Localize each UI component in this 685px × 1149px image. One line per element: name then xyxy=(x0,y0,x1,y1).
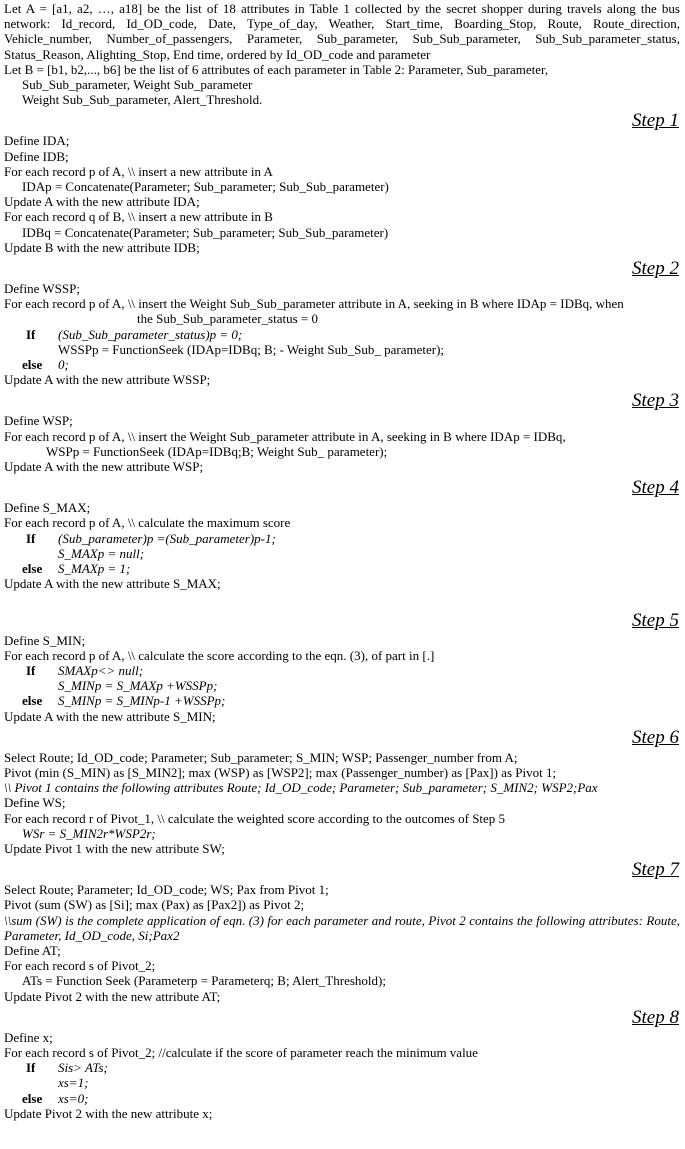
step6-line: Define WS; xyxy=(4,795,66,811)
step4-line: Update A with the new attribute S_MAX; xyxy=(4,576,221,592)
step2-else-value: 0; xyxy=(58,357,69,373)
step7-line: Select Route; Parameter; Id_OD_code; WS; Pax from Pivot 1; xyxy=(4,882,329,898)
step8-line: Update Pivot 2 with the new attribute x; xyxy=(4,1105,213,1121)
step-4-heading: Step 4 xyxy=(632,477,679,499)
step-3-heading: Step 3 xyxy=(632,390,679,412)
step2-else-row xyxy=(4,357,680,372)
step8-else-row xyxy=(4,1091,680,1106)
step5-line: For each record p of A, \\ calculate the score according to the eqn. (3), of part in [.] xyxy=(4,647,435,663)
step2-line: Define WSSP; xyxy=(4,281,80,297)
step7-line: For each record s of Pivot_2; xyxy=(4,958,156,974)
step7-line: ATs = Function Seek (Parameterp = Parameterq; B; Alert_Threshold); xyxy=(22,973,386,989)
step2-line: the Sub_Sub_parameter_status = 0 xyxy=(137,311,318,327)
step2-if-row xyxy=(4,327,680,342)
intro-let-b-cont: Sub_Sub_parameter, Weight Sub_parameter xyxy=(22,77,253,93)
step-7-heading: Step 7 xyxy=(632,859,679,881)
step2-line: WSSPp = FunctionSeek (IDAp=IDBq; B; - Weight Sub_Sub_ parameter); xyxy=(58,341,445,357)
step5-condition: SMAXp<> null; xyxy=(58,662,144,678)
step1-line: IDBq = Concatenate(Parameter; Sub_parameter; Sub_Sub_parameter) xyxy=(22,224,389,240)
step1-line: For each record p of A, \\ insert a new attribute in A xyxy=(4,163,273,179)
step4-condition: (Sub_parameter)p =(Sub_parameter)p-1; xyxy=(58,530,276,546)
step5-else-row xyxy=(4,693,680,708)
step4-else-value: S_MAXp = 1; xyxy=(58,561,131,577)
step7-comment: \\sum (SW) is the complete application of eqn. (3) for each parameter and route, Pivot 2 contains the following attributes: Route, Parameter, Id_OD_code, Si;Pax2 xyxy=(4,912,680,943)
step5-line: Define S_MIN; xyxy=(4,632,86,648)
if-keyword: If xyxy=(26,662,36,678)
step1-line: IDAp = Concatenate(Parameter; Sub_parameter; Sub_Sub_parameter) xyxy=(22,179,389,195)
step6-line: Update Pivot 1 with the new attribute SW; xyxy=(4,840,225,856)
step7-line: Pivot (sum (SW) as [Si]; max (Pax) as [Pax2]) as Pivot 2; xyxy=(4,897,305,913)
step-8-heading: Step 8 xyxy=(632,1006,679,1028)
step2-line: For each record p of A, \\ insert the Weight Sub_Sub_parameter attribute in A, seeking in B where IDAp = IDBq, when xyxy=(4,296,624,312)
step6-line: \\ Pivot 1 contains the following attributes Route; Id_OD_code; Parameter; Sub_parameter; S_MIN2; WSP2;Pax xyxy=(4,780,598,796)
else-keyword: else xyxy=(22,1090,43,1106)
step2-line: Update A with the new attribute WSSP; xyxy=(4,372,211,388)
step3-line: Define WSP; xyxy=(4,413,73,429)
step1-line: For each record q of B, \\ insert a new attribute in B xyxy=(4,209,273,225)
step8-condition: Sis> ATs; xyxy=(58,1060,108,1076)
if-keyword: If xyxy=(26,326,36,342)
step-5-heading: Step 5 xyxy=(632,609,679,631)
step4-line: Define S_MAX; xyxy=(4,500,91,516)
step4-if-row xyxy=(4,531,680,546)
step8-line: For each record s of Pivot_2; //calculate if the score of parameter reach the minimum value xyxy=(4,1044,478,1060)
step6-line: WSr = S_MIN2r*WSP2r; xyxy=(22,825,156,841)
step5-line: Update A with the new attribute S_MIN; xyxy=(4,708,216,724)
else-keyword: else xyxy=(22,357,43,373)
step7-line: Define AT; xyxy=(4,942,61,958)
step1-line: Define IDB; xyxy=(4,148,69,164)
step2-condition: (Sub_Sub_parameter_status)p = 0; xyxy=(58,326,243,342)
step4-line: For each record p of A, \\ calculate the maximum score xyxy=(4,515,291,531)
step5-if-row xyxy=(4,663,680,678)
step1-line: Define IDA; xyxy=(4,133,70,149)
else-keyword: else xyxy=(22,561,43,577)
intro-let-b: Let B = [b1, b2,..., b6] be the list of 6 attributes of each parameter in Table 2: Parameter, Sub_parameter, xyxy=(4,61,549,77)
spacer xyxy=(4,592,680,607)
if-keyword: If xyxy=(26,530,36,546)
step3-line: For each record p of A, \\ insert the Weight Sub_parameter attribute in A, seeking in B where IDAp = IDBq, xyxy=(4,428,566,444)
else-keyword: else xyxy=(22,693,43,709)
step7-line: Update Pivot 2 with the new attribute AT; xyxy=(4,988,221,1004)
step8-line: Define x; xyxy=(4,1029,53,1045)
step3-line: WSPp = FunctionSeek (IDAp=IDBq;B; Weight Sub_ parameter); xyxy=(46,443,388,459)
step5-line: S_MINp = S_MAXp +WSSPp; xyxy=(58,678,218,694)
intro-let-b-cont2: Weight Sub_Sub_parameter, Alert_Threshold. xyxy=(22,92,263,108)
step3-line: Update A with the new attribute WSP; xyxy=(4,459,204,475)
step-6-heading: Step 6 xyxy=(632,726,679,748)
step-1-heading: Step 1 xyxy=(632,110,679,132)
step6-line: For each record r of Pivot_1, \\ calculate the weighted score according to the outcomes of Step 5 xyxy=(4,810,506,826)
step4-else-row xyxy=(4,561,680,576)
intro-let-a: Let A = [a1, a2, …, a18] be the list of 18 attributes in Table 1 collected by the secret shopper during travels along the bus network: Id_record, Id_OD_code, Date, Type_of_day, Weather, Start_time, Boarding_Stop, Route, Route_direction, Vehicle_number, Number_of_passengers, Parameter, Sub_parameter, Sub_Sub_parameter, Sub_Sub_parameter_status, Status_Reason, Alighting_Stop, End time, ordered by Id_OD_code and parameter xyxy=(4,1,680,62)
step8-else-value: xs=0; xyxy=(58,1090,89,1106)
step8-if-row xyxy=(4,1060,680,1075)
step1-line: Update A with the new attribute IDA; xyxy=(4,194,200,210)
step4-line: S_MAXp = null; xyxy=(58,545,145,561)
step-2-heading: Step 2 xyxy=(632,258,679,280)
if-keyword: If xyxy=(26,1060,36,1076)
step6-line: Pivot (min (S_MIN) as [S_MIN2]; max (WSP) as [WSP2]; max (Passenger_number) as [Pax]) as Pivot 1; xyxy=(4,764,557,780)
step6-line: Select Route; Id_OD_code; Parameter; Sub_parameter; S_MIN; WSP; Passenger_number from A; xyxy=(4,749,518,765)
step8-line: xs=1; xyxy=(58,1075,89,1091)
step1-line: Update B with the new attribute IDB; xyxy=(4,239,200,255)
step5-else-value: S_MINp = S_MINp-1 +WSSPp; xyxy=(58,693,226,709)
